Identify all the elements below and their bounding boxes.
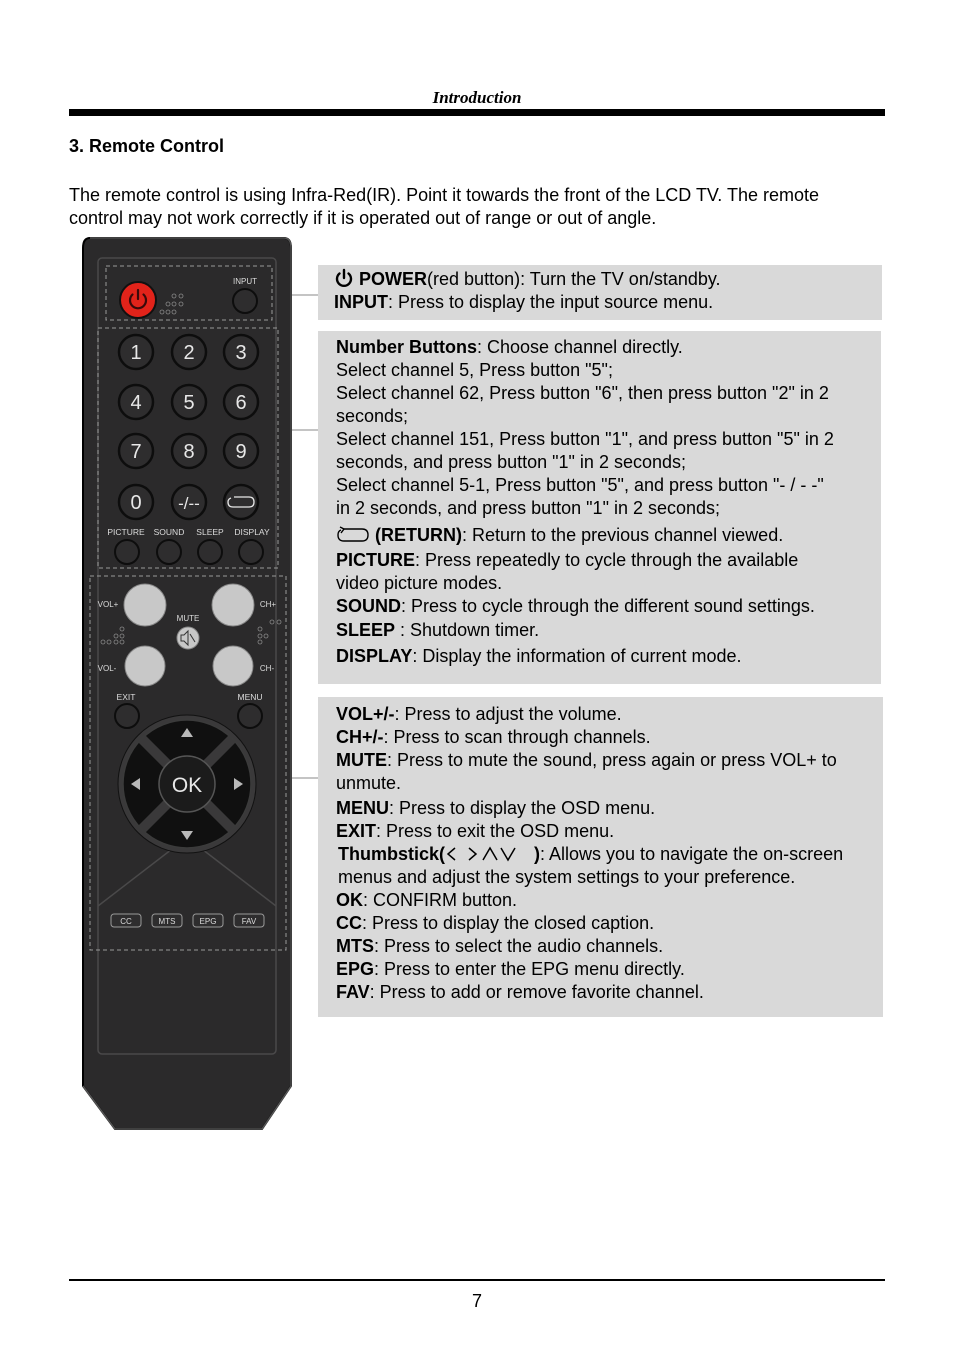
example-line-7: Select channel 5-1, Press button "5", and press button "- / - -" <box>336 475 824 495</box>
sleep-desc: : Shutdown timer. <box>395 620 540 640</box>
exit-description <box>336 820 875 843</box>
picture-desc-1: : Press repeatedly to cycle through the available <box>415 550 799 570</box>
down-chevron-icon <box>501 848 515 860</box>
number-buttons-desc: : Choose channel directly. <box>477 337 683 357</box>
sleep-description <box>336 619 871 642</box>
ch-plus-label: CH+ <box>259 600 277 609</box>
epg-button[interactable] <box>193 914 223 927</box>
thumbstick-desc-2: menus and adjust the system settings to your preference. <box>338 867 796 887</box>
exit-button[interactable] <box>115 704 139 728</box>
picture-desc-2: video picture modes. <box>336 573 503 593</box>
number-label: 7 <box>130 441 142 463</box>
epg-term: EPG <box>336 959 375 979</box>
ok-label: OK <box>171 774 203 797</box>
picture-term: PICTURE <box>336 550 416 570</box>
picture-button[interactable] <box>115 540 139 564</box>
display-term: DISPLAY <box>336 646 413 666</box>
ch-plus-button[interactable] <box>212 584 254 626</box>
power-button[interactable] <box>120 282 156 318</box>
mute-button[interactable] <box>177 627 199 649</box>
display-button[interactable] <box>239 540 263 564</box>
input-desc: : Press to display the input source menu. <box>388 292 714 312</box>
ch-description <box>336 726 875 749</box>
fav-desc: : Press to add or remove favorite channel. <box>369 982 704 1002</box>
number-label: 4 <box>130 392 142 414</box>
mute-desc-2: unmute. <box>336 773 402 793</box>
number-button-7[interactable] <box>119 434 153 468</box>
number-buttons-term: Number Buttons <box>336 337 477 357</box>
number-button-9[interactable] <box>224 434 258 468</box>
remote-body <box>83 238 291 1129</box>
example-line-8: in 2 seconds, and press button "1" in 2 seconds; <box>336 498 721 518</box>
ch-term: CH+/- <box>336 727 384 747</box>
sound-label: SOUND <box>153 527 185 537</box>
vol-term: VOL+/- <box>336 704 395 724</box>
page-number: 7 <box>471 1291 482 1311</box>
ch-desc: : Press to scan through channels. <box>383 727 651 747</box>
input-term: INPUT <box>334 292 388 312</box>
sleep-button[interactable] <box>198 540 222 564</box>
up-chevron-icon <box>483 848 497 860</box>
power-input-description-box <box>318 265 882 320</box>
return-button[interactable] <box>224 485 258 519</box>
sleep-label: SLEEP <box>196 527 224 537</box>
menu-term: MENU <box>336 798 389 818</box>
sound-button[interactable] <box>157 540 181 564</box>
number-label: 2 <box>183 342 195 364</box>
display-description <box>336 645 871 668</box>
fav-label: FAV <box>241 917 257 926</box>
cc-desc: : Press to display the closed caption. <box>362 913 655 933</box>
return-description <box>336 524 871 547</box>
menu-desc: : Press to display the OSD menu. <box>389 798 656 818</box>
remote-control-illustration <box>80 236 295 1136</box>
header-title: Introduction <box>432 88 522 107</box>
vol-minus-button[interactable] <box>125 646 165 686</box>
input-label: INPUT <box>233 277 257 286</box>
sound-term: SOUND <box>336 596 402 616</box>
input-description <box>334 291 882 314</box>
cc-button[interactable] <box>111 914 141 927</box>
mts-label: MTS <box>158 917 176 926</box>
vol-description <box>336 703 875 726</box>
epg-label: EPG <box>199 917 217 926</box>
return-icon <box>336 526 370 544</box>
vol-plus-label: VOL+ <box>97 600 119 609</box>
intro-line-2: control may not work correctly if it is operated out of range or out of angle. <box>69 208 657 228</box>
input-button[interactable] <box>233 289 257 313</box>
navigation-pad[interactable] <box>118 715 256 853</box>
vol-desc: : Press to adjust the volume. <box>394 704 622 724</box>
fav-description <box>336 981 875 1004</box>
ok-desc: : CONFIRM button. <box>363 890 518 910</box>
example-line-5: Select channel 151, Press button "1", and press button "5" in 2 <box>336 429 834 449</box>
mts-description <box>336 935 875 958</box>
number-button-2[interactable] <box>172 335 206 369</box>
menu-button[interactable] <box>238 704 262 728</box>
cc-label: CC <box>120 917 132 926</box>
mts-desc: : Press to select the audio channels. <box>374 936 664 956</box>
display-label: DISPLAY <box>234 527 270 537</box>
dash-button[interactable] <box>172 485 206 519</box>
mts-term: MTS <box>336 936 374 956</box>
power-description <box>334 268 882 291</box>
fav-term: FAV <box>336 982 370 1002</box>
menu-label: MENU <box>237 692 263 702</box>
display-desc: : Display the information of current mode. <box>412 646 742 666</box>
navigation-description-box <box>318 697 883 1017</box>
exit-desc: : Press to exit the OSD menu. <box>376 821 615 841</box>
number-button-0[interactable] <box>119 485 153 519</box>
return-term: (RETURN) <box>375 525 463 545</box>
number-label: 8 <box>183 441 195 463</box>
number-label: 3 <box>235 342 247 364</box>
ok-term: OK <box>336 890 363 910</box>
thumbstick-description <box>336 843 875 866</box>
epg-description <box>336 958 875 981</box>
number-label: 6 <box>235 392 247 414</box>
dash-button-label: -/-- <box>178 494 200 513</box>
fav-button[interactable] <box>234 914 264 927</box>
number-button-0-label: 0 <box>130 492 142 514</box>
section-title: 3. Remote Control <box>69 136 225 156</box>
left-chevron-icon <box>448 848 455 860</box>
mute-desc-1: : Press to mute the sound, press again or press VOL+ to <box>387 750 837 770</box>
example-line-6: seconds, and press button "1" in 2 seconds; <box>336 452 686 472</box>
exit-label: EXIT <box>116 692 136 702</box>
number-buttons-description <box>336 336 871 359</box>
cc-description <box>336 912 875 935</box>
mts-button[interactable] <box>152 914 182 927</box>
power-desc: (red button): Turn the TV on/standby. <box>427 269 721 289</box>
mute-description <box>336 749 875 772</box>
ok-description <box>336 889 875 912</box>
footer-rule <box>69 1279 885 1281</box>
number-button-5[interactable] <box>172 385 206 419</box>
number-label: 1 <box>130 342 142 364</box>
number-button-3[interactable] <box>224 335 258 369</box>
intro-line-1: The remote control is using Infra-Red(IR). Point it towards the front of the LCD TV. The remote <box>69 185 820 205</box>
exit-term: EXIT <box>336 821 377 841</box>
number-label: 9 <box>235 441 247 463</box>
vol-plus-button[interactable] <box>124 584 166 626</box>
number-button-1[interactable] <box>119 335 153 369</box>
power-term: POWER <box>359 269 428 289</box>
power-icon <box>334 268 354 288</box>
right-chevron-icon <box>469 848 476 860</box>
menu-description <box>336 797 875 820</box>
number-buttons-description-box <box>318 331 881 684</box>
epg-desc: : Press to enter the EPG menu directly. <box>374 959 685 979</box>
sound-desc: : Press to cycle through the different sound settings. <box>401 596 815 616</box>
return-desc: : Return to the previous channel viewed. <box>462 525 784 545</box>
mute-term: MUTE <box>336 750 387 770</box>
mute-label: MUTE <box>176 614 200 623</box>
ch-minus-label: CH- <box>259 664 275 673</box>
number-button-6[interactable] <box>224 385 258 419</box>
thumbstick-term-close: ) <box>529 844 541 864</box>
sleep-term: SLEEP <box>336 620 396 640</box>
cc-term: CC <box>336 913 362 933</box>
example-line-2: Select channel 5, Press button "5"; <box>336 360 613 380</box>
thumbstick-arrows-icon <box>445 845 529 863</box>
thumbstick-desc-1: : Allows you to navigate the on-screen <box>540 844 844 864</box>
example-line-4: seconds; <box>336 406 409 426</box>
ch-minus-button[interactable] <box>213 646 253 686</box>
number-button-4[interactable] <box>119 385 153 419</box>
number-label: 5 <box>183 392 195 414</box>
sound-description <box>336 595 871 618</box>
thumbstick-term: Thumbstick( <box>338 844 446 864</box>
vol-minus-label: VOL- <box>97 664 117 673</box>
picture-label: PICTURE <box>107 527 145 537</box>
example-line-3: Select channel 62, Press button "6", then press button "2" in 2 <box>336 383 829 403</box>
number-button-8[interactable] <box>172 434 206 468</box>
picture-description <box>336 549 871 572</box>
